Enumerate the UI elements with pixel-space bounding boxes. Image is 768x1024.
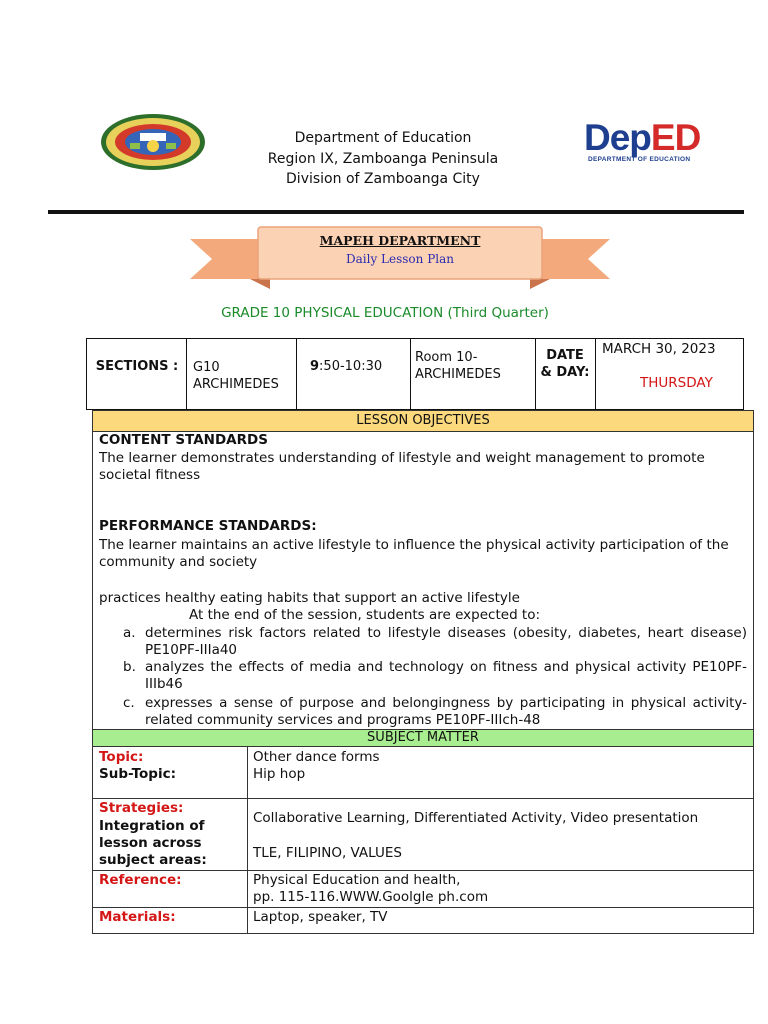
subject-matter-band: SUBJECT MATTER: [93, 729, 753, 747]
sections-label: SECTIONS :: [95, 359, 179, 374]
section-name: G10 ARCHIMEDES: [193, 360, 279, 392]
lesson-date: MARCH 30, 2023: [602, 341, 716, 357]
lesson-objectives-band: LESSON OBJECTIVES: [93, 411, 753, 432]
plan-subtitle: Daily Lesson Plan: [346, 252, 454, 266]
performance-standards-text: The learner maintains an active lifestyle to influence the physical activity participation of the community and society: [99, 537, 729, 570]
column-divider: [247, 746, 248, 934]
integration-value: TLE, FILIPINO, VALUES: [253, 845, 402, 861]
row-divider: [93, 798, 753, 799]
objective-c-line1: expresses a sense of purpose and belongingness by participating in physical activity-: [145, 695, 747, 711]
date-cell: [596, 339, 743, 409]
grade-title: GRADE 10 PHYSICAL EDUCATION (Third Quarter): [221, 305, 549, 321]
deped-logo-subtitle: DEPARTMENT OF EDUCATION: [588, 156, 691, 163]
topic-label: Topic:: [99, 749, 144, 765]
lesson-day: THURSDAY: [640, 375, 713, 391]
deped-logo: [584, 117, 708, 166]
header-line-1: Department of Education: [294, 130, 472, 146]
practice-text: practices healthy eating habits that support an active lifestyle: [99, 590, 520, 606]
row-divider: [93, 870, 753, 871]
subtopic-value: Hip hop: [253, 766, 306, 782]
deped-logo-wordmark: DepED: [584, 117, 701, 158]
reference-value-line1: Physical Education and health,: [253, 872, 461, 888]
sections-table: [86, 338, 744, 410]
materials-value: Laptop, speaker, TV: [253, 909, 388, 925]
department-title: MAPEH DEPARTMENT: [319, 233, 481, 248]
room: Room 10-ARCHIMEDES: [415, 350, 501, 382]
topic-value: Other dance forms: [253, 749, 380, 765]
time-cell: [297, 339, 411, 409]
lesson-plan-table: [92, 410, 754, 934]
header-divider: [48, 210, 744, 214]
materials-label: Materials:: [99, 909, 176, 925]
deped-seal-icon: [100, 113, 206, 171]
objective-marker: c.: [123, 695, 135, 711]
objective-b-line1: analyzes the effects of media and technology on fitness and physical activity PE10PF-: [145, 659, 747, 675]
content-standards-text: The learner demonstrates understanding of lifestyle and weight management to promote societal fitness: [99, 450, 705, 483]
integration-label-line1: Integration of: [99, 818, 205, 834]
objective-b-line2: IIIb46: [145, 676, 183, 692]
reference-value-line2: pp. 115-116.WWW.Goolgle ph.com: [253, 889, 489, 905]
date-label: DATE & DAY:: [540, 348, 590, 380]
objective-a-line1: determines risk factors related to lifestyle diseases (obesity, diabetes, heart disease): [145, 625, 747, 641]
sections-label-cell: [87, 339, 187, 409]
content-standards-title: CONTENT STANDARDS: [99, 432, 268, 448]
strategies-value: Collaborative Learning, Differentiated Activity, Video presentation: [253, 810, 699, 826]
performance-standards-title: PERFORMANCE STANDARDS:: [99, 518, 317, 534]
date-label-cell: [536, 339, 596, 409]
section-name-cell: [187, 339, 297, 409]
header-line-3: Division of Zamboanga City: [286, 171, 480, 187]
subtopic-label: Sub-Topic:: [99, 766, 176, 782]
objective-marker: a.: [123, 625, 136, 641]
room-cell: [411, 339, 536, 409]
strategies-label: Strategies:: [99, 800, 184, 816]
integration-label-line2: lesson across: [99, 835, 202, 851]
integration-label-line3: subject areas:: [99, 852, 207, 868]
class-time: 9:50-10:30: [310, 359, 383, 374]
objectives-intro: At the end of the session, students are expected to:: [189, 607, 541, 623]
row-divider: [93, 907, 753, 908]
objective-marker: b.: [123, 659, 136, 675]
objective-a-line2: PE10PF-IIIa40: [145, 642, 238, 658]
header-line-2: Region IX, Zamboanga Peninsula: [267, 150, 499, 167]
objective-c-line2: related community services and programs PE10PF-IIIch-48: [145, 712, 541, 728]
reference-label: Reference:: [99, 872, 182, 888]
header-address: [230, 128, 536, 190]
